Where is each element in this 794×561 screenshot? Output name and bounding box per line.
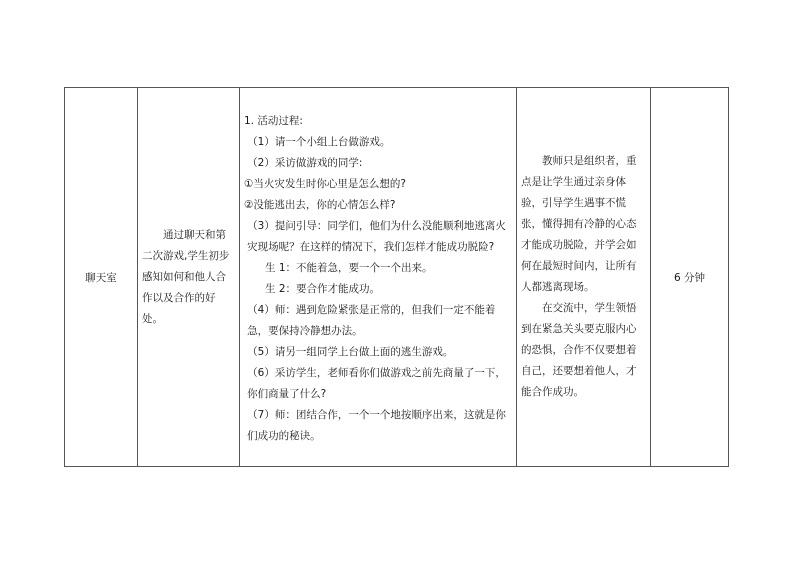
- process-line: （4）师：遇到危险紧张是正常的，但我们一定不能着急，要保持冷静想办法。: [247, 304, 496, 337]
- process-list: [240, 107, 516, 447]
- notes-cell: [517, 88, 651, 467]
- time-label: 6 分钟: [673, 271, 706, 284]
- process-line: （3）提问引导：同学们，他们为什么没能顺利地逃离火灾现场呢？在这样的情况下，我们怎样才能成功脱险?: [247, 220, 506, 253]
- process-line: （7）师：团结合作，一个一个地按顺序出来，这就是你们成功的秘诀。: [247, 409, 506, 442]
- process-line: （6）采访学生，老师看你们做游戏之前先商量了一下，你们商量了什么?: [247, 367, 506, 400]
- process-line: （2）采访做游戏的同学:: [247, 157, 363, 169]
- process-line: ①当火灾发生时你心里是怎么想的?: [244, 178, 406, 190]
- time-cell: [651, 88, 729, 467]
- process-line: （5）请另一组同学上台做上面的逃生游戏。: [247, 346, 454, 358]
- goal-text: 通过聊天和第二次游戏,学生初步感知如何和他人合作以及合作的好处。: [142, 228, 230, 325]
- process-line: 1. 活动过程:: [244, 115, 303, 127]
- lesson-plan-table: [64, 87, 729, 467]
- process-line: 生 2：要合作才能成功。: [265, 283, 381, 295]
- process-cell: [240, 88, 517, 467]
- process-line: ②没能逃出去，你的心情怎么样?: [244, 199, 396, 211]
- stage-cell: [65, 88, 138, 467]
- goal-cell: [138, 88, 240, 467]
- stage-label: 聊天室: [85, 271, 117, 284]
- process-line: 生 1：不能着急，要一个一个出来。: [265, 262, 433, 274]
- table-row: [65, 88, 729, 467]
- note-paragraph: 在交流中，学生领悟到在紧急关头要克服内心的恐惧，合作不仅要想着自己，还要想着他人，才能合作成功。: [521, 302, 637, 398]
- process-line: （1）请一个小组上台做游戏。: [247, 136, 391, 148]
- note-paragraph: 教师只是组织者，重点是让学生通过亲身体验，引导学生遇事不慌张，懂得拥有冷静的心态才能成功脱险，并学会如何在最短时间内，让所有人都逃离现场。: [521, 155, 637, 293]
